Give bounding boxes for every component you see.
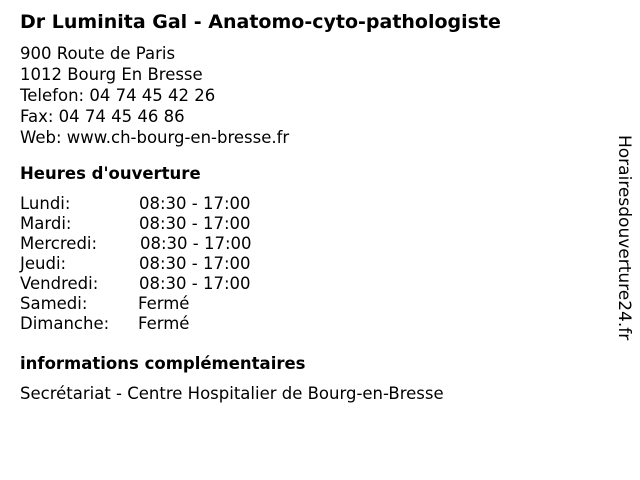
day-label: Lundi: (20, 194, 71, 213)
hours-value: 08:30 - 17:00 (139, 194, 251, 213)
day-label: Vendredi: (20, 274, 99, 293)
street-address: 900 Route de Paris (20, 44, 176, 63)
city-address: 1012 Bourg En Bresse (20, 65, 203, 84)
day-label: Mercredi: (20, 234, 98, 253)
address-block (20, 43, 289, 148)
hours-value: 08:30 - 17:00 (139, 274, 251, 293)
day-label: Mardi: (20, 214, 72, 233)
hours-value: 08:30 - 17:00 (140, 234, 252, 253)
hours-value: 08:30 - 17:00 (139, 254, 251, 273)
day-label: Samedi: (20, 294, 88, 313)
info-text: Secrétariat - Centre Hospitalier de Bourg-en-Bresse (20, 384, 444, 403)
day-label: Dimanche: (20, 314, 110, 333)
website: Web: www.ch-bourg-en-bresse.fr (20, 128, 290, 147)
hours-heading: Heures d'ouverture (20, 164, 201, 183)
site-watermark: Horairesdouverture24.fr (614, 135, 634, 341)
hours-value: Fermé (138, 294, 190, 313)
info-heading: informations complémentaires (20, 354, 306, 373)
hours-value: 08:30 - 17:00 (139, 214, 251, 233)
hours-value: Fermé (138, 314, 190, 333)
day-label: Jeudi: (20, 254, 67, 273)
phone-number: Telefon: 04 74 45 42 26 (20, 86, 216, 105)
fax-number: Fax: 04 74 45 46 86 (20, 107, 185, 126)
page-title: Dr Luminita Gal - Anatomo-cyto-pathologiste (20, 11, 501, 33)
